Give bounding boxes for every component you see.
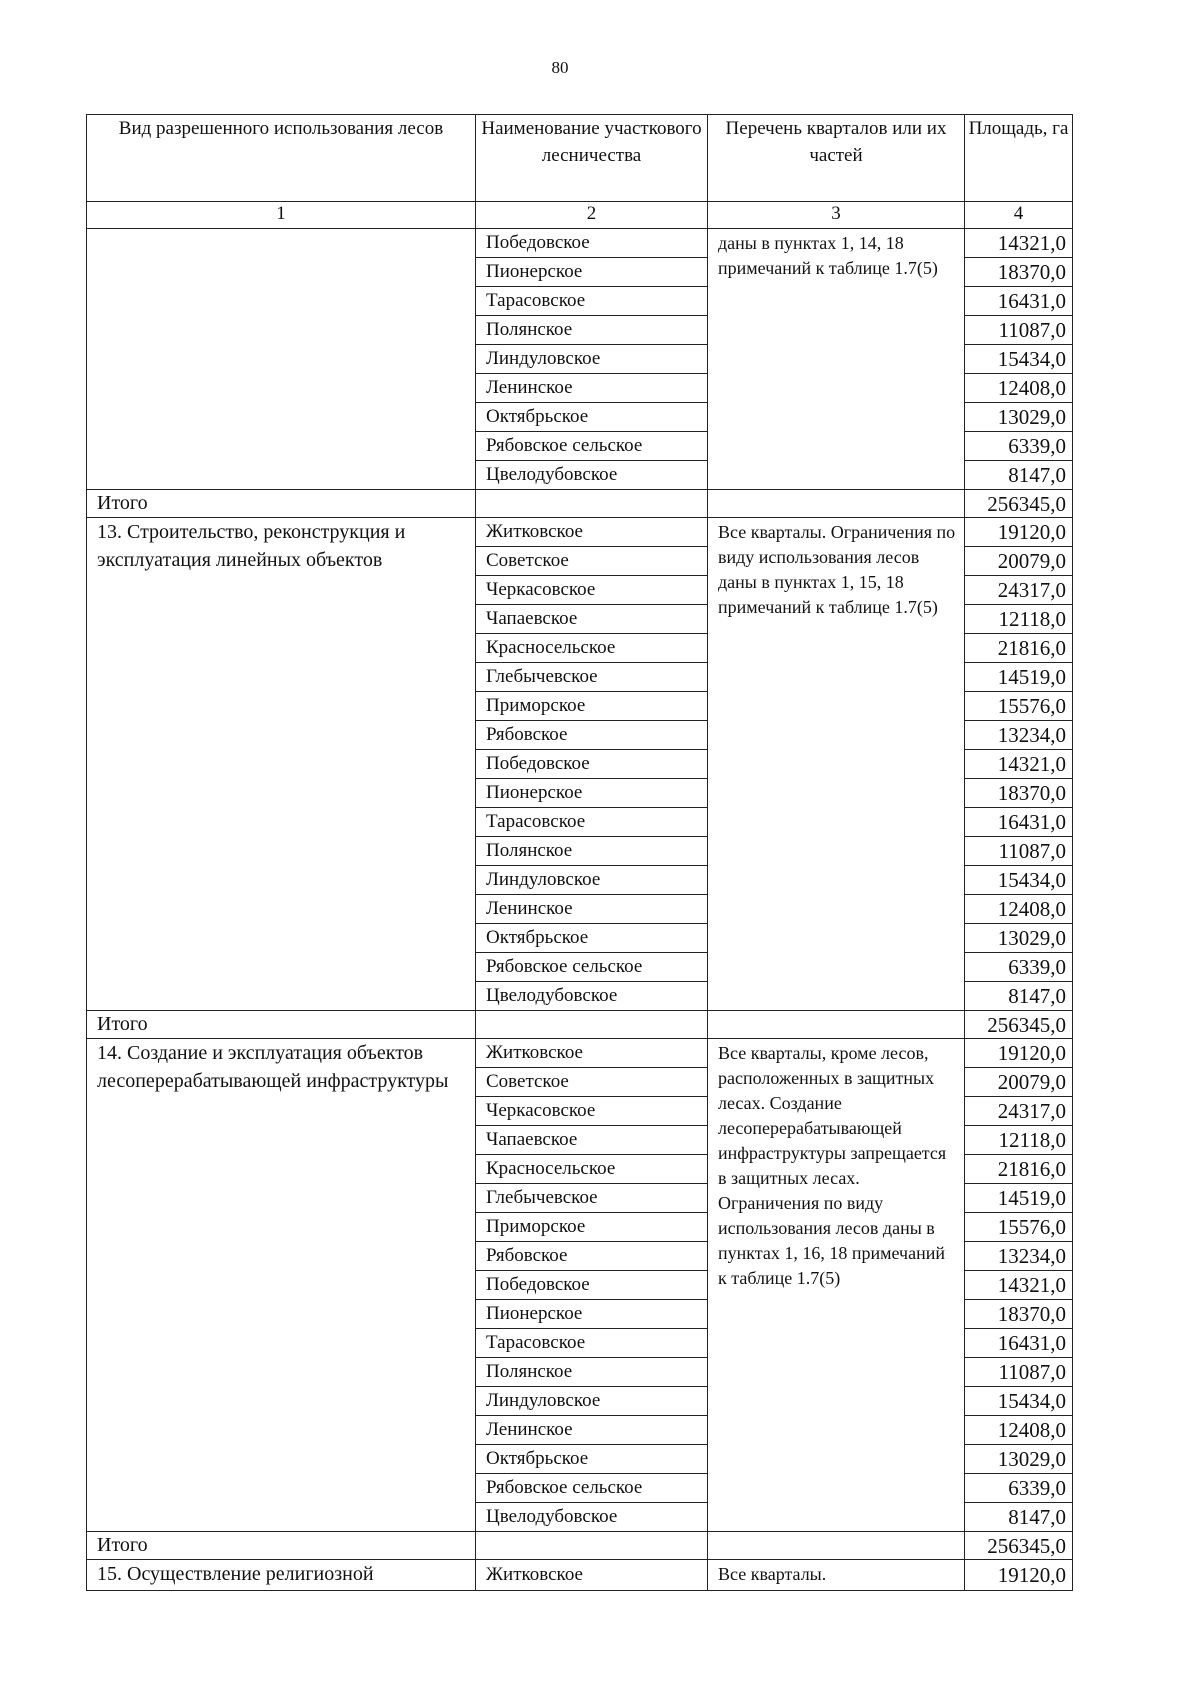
empty-cell [708,1532,965,1560]
use-type-cell: 14. Создание и эксплуатация объектов лесоперерабатывающей инфраструктуры [87,1039,476,1532]
area-cell: 14321,0 [965,1271,1073,1300]
use-type-cell [87,229,476,490]
area-cell: 11087,0 [965,316,1073,345]
forestry-name-cell: Тарасовское [476,287,708,316]
area-cell: 13029,0 [965,924,1073,953]
area-cell: 13029,0 [965,403,1073,432]
area-cell: 20079,0 [965,547,1073,576]
total-area: 256345,0 [965,490,1073,518]
forestry-name-cell: Рябовское сельское [476,432,708,461]
area-cell: 18370,0 [965,779,1073,808]
area-cell: 19120,0 [965,1560,1073,1591]
area-cell: 15576,0 [965,1213,1073,1242]
area-cell: 8147,0 [965,461,1073,490]
forestry-name-cell: Ленинское [476,895,708,924]
forestry-name-cell: Октябрьское [476,924,708,953]
forestry-name-cell: Советское [476,547,708,576]
forestry-name-cell: Житковское [476,518,708,547]
area-cell: 19120,0 [965,518,1073,547]
area-cell: 11087,0 [965,1358,1073,1387]
forestry-name-cell: Черкасовское [476,576,708,605]
area-cell: 24317,0 [965,576,1073,605]
forestry-name-cell: Ленинское [476,1416,708,1445]
forestry-name-cell: Советское [476,1068,708,1097]
table-row [87,518,1073,547]
forestry-name-cell: Победовское [476,1271,708,1300]
total-row [87,1011,1073,1039]
total-label: Итого [87,1011,476,1039]
area-cell: 6339,0 [965,953,1073,982]
quarters-notes-cell: Все кварталы. [708,1560,965,1591]
area-cell: 16431,0 [965,808,1073,837]
forestry-name-cell: Цвелодубовское [476,1503,708,1532]
forestry-name-cell: Рябовское сельское [476,1474,708,1503]
forestry-name-cell: Тарасовское [476,1329,708,1358]
area-cell: 14519,0 [965,1184,1073,1213]
area-cell: 13234,0 [965,1242,1073,1271]
forestry-name-cell: Красносельское [476,634,708,663]
column-number: 2 [476,202,708,229]
forestry-name-cell: Житковское [476,1039,708,1068]
area-cell: 18370,0 [965,258,1073,287]
total-label: Итого [87,490,476,518]
forestry-name-cell: Рябовское [476,721,708,750]
area-cell: 18370,0 [965,1300,1073,1329]
area-cell: 14321,0 [965,229,1073,258]
forest-use-table [86,114,1073,1591]
area-cell: 21816,0 [965,1155,1073,1184]
header-use-type: Вид разрешенного использования лесов [87,115,476,202]
area-cell: 12408,0 [965,374,1073,403]
table-body [87,229,1073,1591]
area-cell: 16431,0 [965,287,1073,316]
column-number: 3 [708,202,965,229]
area-cell: 12408,0 [965,1416,1073,1445]
area-cell: 15434,0 [965,345,1073,374]
forestry-name-cell: Тарасовское [476,808,708,837]
forestry-name-cell: Октябрьское [476,403,708,432]
use-type-cell: 15. Осуществление религиозной [87,1560,476,1591]
area-cell: 8147,0 [965,982,1073,1011]
forestry-name-cell: Житковское [476,1560,708,1591]
empty-cell [708,1011,965,1039]
forestry-name-cell: Глебычевское [476,1184,708,1213]
total-label: Итого [87,1532,476,1560]
area-cell: 12408,0 [965,895,1073,924]
forestry-name-cell: Октябрьское [476,1445,708,1474]
forestry-name-cell: Приморское [476,1213,708,1242]
forestry-name-cell: Победовское [476,229,708,258]
header-quarters-list: Перечень кварталов или их частей [708,115,965,202]
area-cell: 20079,0 [965,1068,1073,1097]
area-cell: 8147,0 [965,1503,1073,1532]
area-cell: 15576,0 [965,692,1073,721]
area-cell: 16431,0 [965,1329,1073,1358]
total-area: 256345,0 [965,1011,1073,1039]
total-row [87,490,1073,518]
forestry-name-cell: Цвелодубовское [476,461,708,490]
area-cell: 15434,0 [965,1387,1073,1416]
page-number: 80 [551,58,569,77]
empty-cell [708,490,965,518]
empty-cell [476,1011,708,1039]
forestry-name-cell: Приморское [476,692,708,721]
area-cell: 6339,0 [965,1474,1073,1503]
table-header-row [87,115,1073,202]
area-cell: 14519,0 [965,663,1073,692]
area-cell: 15434,0 [965,866,1073,895]
area-cell: 19120,0 [965,1039,1073,1068]
forestry-name-cell: Полянское [476,1358,708,1387]
area-cell: 14321,0 [965,750,1073,779]
area-cell: 13234,0 [965,721,1073,750]
table-row [87,1039,1073,1068]
forestry-name-cell: Пионерское [476,779,708,808]
forestry-name-cell: Ленинское [476,374,708,403]
area-cell: 11087,0 [965,837,1073,866]
forestry-name-cell: Глебычевское [476,663,708,692]
forestry-name-cell: Линдуловское [476,866,708,895]
forestry-name-cell: Красносельское [476,1155,708,1184]
quarters-notes-cell: даны в пунктах 1, 14, 18 примечаний к таблице 1.7(5) [708,229,965,490]
forestry-name-cell: Чапаевское [476,1126,708,1155]
quarters-notes-cell: Все кварталы, кроме лесов, расположенных в защитных лесах. Создание лесоперерабатывающей инфраструктуры запрещается в защитных лесах. Ограничения по виду использования лесов даны в пунктах 1, 16, 18 примечаний к таблице 1.7(5) [708,1039,965,1532]
column-number: 4 [965,202,1073,229]
forestry-name-cell: Чапаевское [476,605,708,634]
area-cell: 12118,0 [965,605,1073,634]
forestry-name-cell: Черкасовское [476,1097,708,1126]
header-forestry-name: Наименование участкового лесничества [476,115,708,202]
forestry-name-cell: Рябовское [476,1242,708,1271]
forestry-name-cell: Пионерское [476,1300,708,1329]
column-number-row [87,202,1073,229]
forestry-name-cell: Цвелодубовское [476,982,708,1011]
header-area: Площадь, га [965,115,1073,202]
forestry-name-cell: Пионерское [476,258,708,287]
total-area: 256345,0 [965,1532,1073,1560]
area-cell: 24317,0 [965,1097,1073,1126]
table-row [87,1560,1073,1591]
empty-cell [476,1532,708,1560]
area-cell: 6339,0 [965,432,1073,461]
area-cell: 12118,0 [965,1126,1073,1155]
column-number: 1 [87,202,476,229]
table-row [87,229,1073,258]
empty-cell [476,490,708,518]
forestry-name-cell: Полянское [476,837,708,866]
forestry-name-cell: Линдуловское [476,345,708,374]
quarters-notes-cell: Все кварталы. Ограничения по виду использования лесов даны в пунктах 1, 15, 18 примечаний к таблице 1.7(5) [708,518,965,1011]
forestry-name-cell: Рябовское сельское [476,953,708,982]
use-type-cell: 13. Строительство, реконструкция и эксплуатация линейных объектов [87,518,476,1011]
forestry-name-cell: Победовское [476,750,708,779]
forestry-name-cell: Полянское [476,316,708,345]
area-cell: 21816,0 [965,634,1073,663]
area-cell: 13029,0 [965,1445,1073,1474]
forestry-name-cell: Линдуловское [476,1387,708,1416]
total-row [87,1532,1073,1560]
